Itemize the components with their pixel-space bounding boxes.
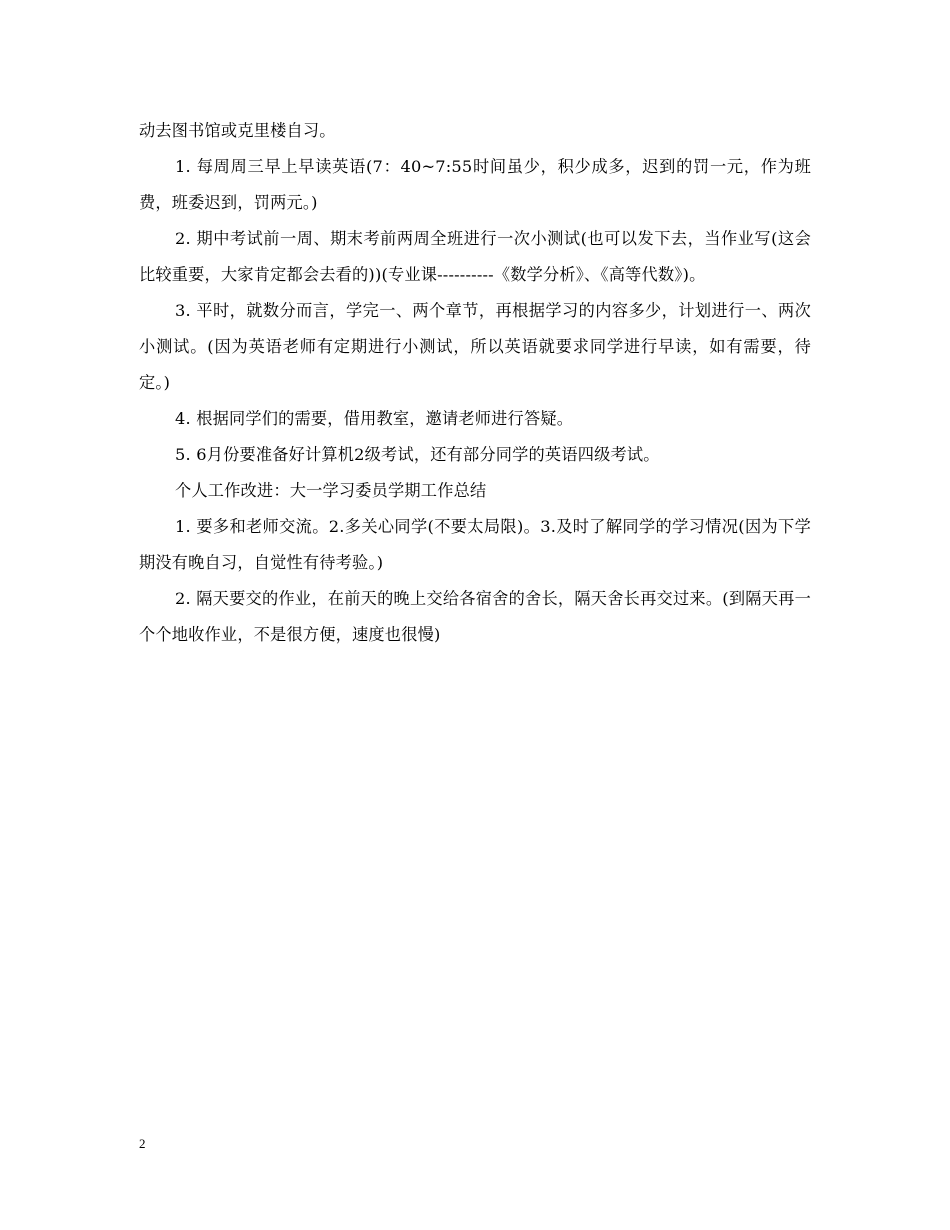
improvement-item-1: 1. 要多和老师交流。2.多关心同学(不要太局限)。3.及时了解同学的学习情况(因为下学期没有晚自习，自觉性有待考验。) — [139, 517, 811, 572]
paragraph-item-3: 3. 平时，就数分而言，学完一、两个章节，再根据学习的内容多少，计划进行一、两次小测试。(因为英语老师有定期进行小测试，所以英语就要求同学进行早读，如有需要，待定。) — [139, 301, 811, 392]
paragraph-item-1: 1. 每周周三早上早读英语(7：40~7:55时间虽少，积少成多，迟到的罚一元，作为班费，班委迟到，罚两元。) — [139, 157, 811, 212]
paragraph-item-4: 4. 根据同学们的需要，借用教室，邀请老师进行答疑。 — [175, 409, 574, 428]
paragraph-item-2: 2. 期中考试前一周、期末考前两周全班进行一次小测试(也可以发下去，当作业写(这会比较重要，大家肯定都会去看的))(专业课----------《数学分析》、《高等代数》)。 — [139, 229, 811, 284]
paragraph-continuation: 动去图书馆或克里楼自习。 — [139, 121, 336, 140]
document-body — [139, 113, 811, 653]
page-number: 2 — [139, 1136, 146, 1151]
paragraph-item-5: 5. 6月份要准备好计算机2级考试，还有部分同学的英语四级考试。 — [175, 445, 660, 464]
section-heading: 个人工作改进：大一学习委员学期工作总结 — [175, 481, 487, 500]
improvement-item-2: 2. 隔天要交的作业，在前天的晚上交给各宿舍的舍长，隔天舍长再交过来。(到隔天再一个个地收作业，不是很方便，速度也很慢) — [139, 589, 811, 644]
